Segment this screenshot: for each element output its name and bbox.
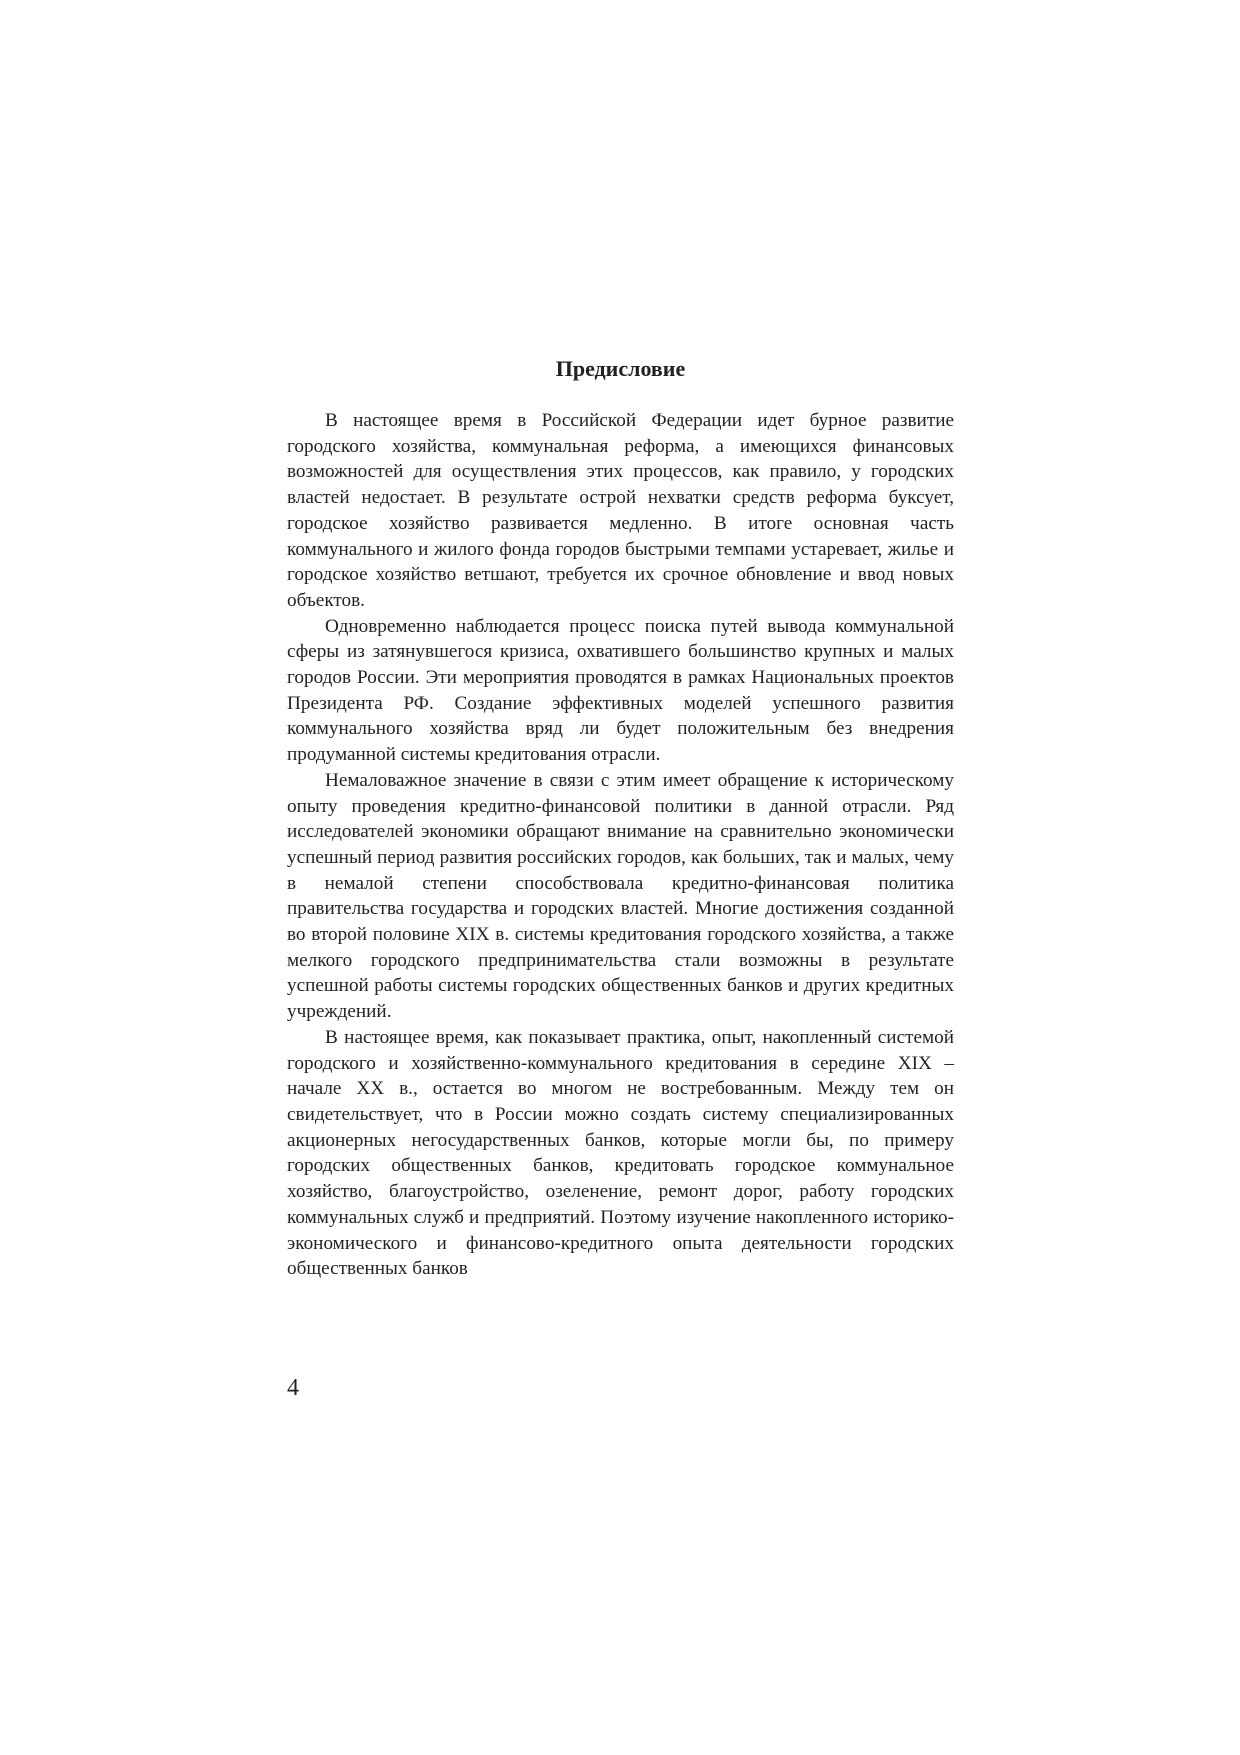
document-page [287, 354, 954, 1282]
paragraph-4: В настоящее время, как показывает практика, опыт, накопленный системой городского и хозяйственно-коммунального кредитования в середине XIX – начале XX в., остается во многом не востребованным. Между тем он свидетельствует, что в России можно создать систему специализированных акционерных негосударственных банков, которые могли бы, по примеру городских общественных банков, кредитовать городское коммунальное хозяйство, благоустройство, озеленение, ремонт дорог, работу городских коммунальных служб и предприятий. Поэтому изучение накопленного историко-экономического и финансово-кредитного опыта деятельности городских общественных банков [287, 1026, 954, 1280]
page-number: 4 [287, 1375, 299, 1401]
paragraph-1: В настоящее время в Российской Федерации идет бурное развитие городского хозяйства, коммунальная реформа, а имеющихся финансовых возможностей для осуществления этих процессов, как правило, у городских властей недостает. В результате острой нехватки средств реформа буксует, городское хозяйство развивается медленно. В итоге основная часть коммунального и жилого фонда городов быстрыми темпами устаревает, жилье и городское хозяйство ветшают, требуется их срочное обновление и ввод новых объектов. [287, 410, 954, 611]
paragraph-2: Одновременно наблюдается процесс поиска путей вывода коммунальной сферы из затянувшегося кризиса, охватившего большинство крупных и малых городов России. Эти мероприятия проводятся в рамках Национальных проектов Президента РФ. Создание эффективных моделей успешного развития коммунального хозяйства вряд ли будет положительным без внедрения продуманной системы кредитования отрасли. [287, 615, 954, 766]
page-title: Предисловие [555, 356, 686, 381]
paragraph-3: Немаловажное значение в связи с этим имеет обращение к историческому опыту проведения кредитно-финансовой политики в данной отрасли. Ряд исследователей экономики обращают внимание на сравнительно экономически успешный период развития российских городов, как больших, так и малых, чему в немалой степени способствовала кредитно-финансовая политика правительства государства и городских властей. Многие достижения созданной во второй половине XIX в. системы кредитования городского хозяйства, а также мелкого городского предпринимательства стали возможны в результате успешной работы системы городских общественных банков и других кредитных учреждений. [287, 769, 954, 1023]
